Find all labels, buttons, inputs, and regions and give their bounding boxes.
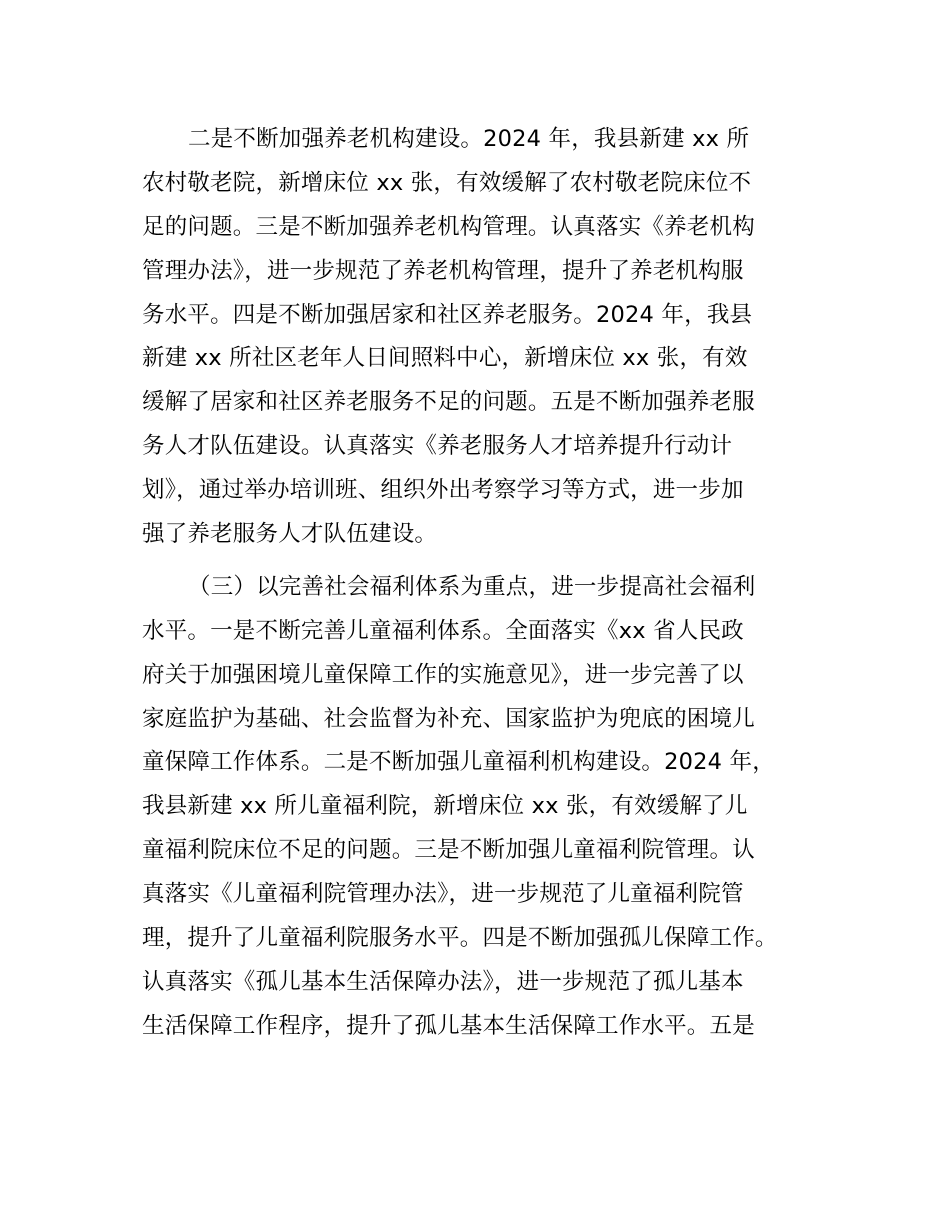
text-line: 我县新建 xx 所儿童福利院，新增床位 xx 张，有效缓解了儿	[142, 793, 748, 820]
text-line: 童福利院床位不足的问题。三是不断加强儿童福利院管理。认	[142, 837, 755, 864]
text-line: 管理办法》，进一步规范了养老机构管理，提升了养老机构服	[142, 257, 744, 284]
text-line: 划》，通过举办培训班、组织外出考察学习等方式，进一步加	[142, 477, 744, 504]
paragraph-elderly-care	[142, 118, 832, 557]
text-line: 理，提升了儿童福利院服务水平。四是不断加强孤儿保障工作。	[142, 925, 778, 952]
text-line: （三）以完善社会福利体系为重点，进一步提高社会福利	[188, 573, 756, 600]
text-line: 务人才队伍建设。认真落实《养老服务人才培养提升行动计	[142, 433, 733, 460]
document-body	[142, 118, 832, 1049]
text-line: 认真落实《孤儿基本生活保障办法》，进一步规范了孤儿基本	[142, 968, 744, 995]
text-line: 缓解了居家和社区养老服务不足的问题。五是不断加强养老服	[142, 389, 755, 416]
text-line: 真落实《儿童福利院管理办法》，进一步规范了儿童福利院管	[142, 881, 744, 908]
text-line: 府关于加强困境儿童保障工作的实施意见》，进一步完善了以	[142, 661, 744, 688]
paragraph-social-welfare	[142, 566, 832, 1049]
text-line: 足的问题。三是不断加强养老机构管理。认真落实《养老机构	[142, 213, 755, 240]
text-line: 童保障工作体系。二是不断加强儿童福利机构建设。2024 年，	[142, 749, 775, 776]
text-line: 强了养老服务人才队伍建设。	[142, 521, 438, 548]
text-line: 农村敬老院，新增床位 xx 张，有效缓解了农村敬老院床位不	[142, 169, 752, 196]
text-line: 二是不断加强养老机构建设。2024 年，我县新建 xx 所	[188, 126, 750, 152]
text-line: 务水平。四是不断加强居家和社区养老服务。2024 年，我县	[142, 301, 753, 328]
text-line: 家庭监护为基础、社会监督为补充、国家监护为兜底的困境儿	[142, 705, 755, 732]
text-line: 新建 xx 所社区老年人日间照料中心，新增床位 xx 张，有效	[142, 345, 748, 372]
text-line: 生活保障工作程序，提升了孤儿基本生活保障工作水平。五是	[142, 1012, 755, 1039]
text-line: 水平。一是不断完善儿童福利体系。全面落实《xx 省人民政	[142, 617, 744, 644]
